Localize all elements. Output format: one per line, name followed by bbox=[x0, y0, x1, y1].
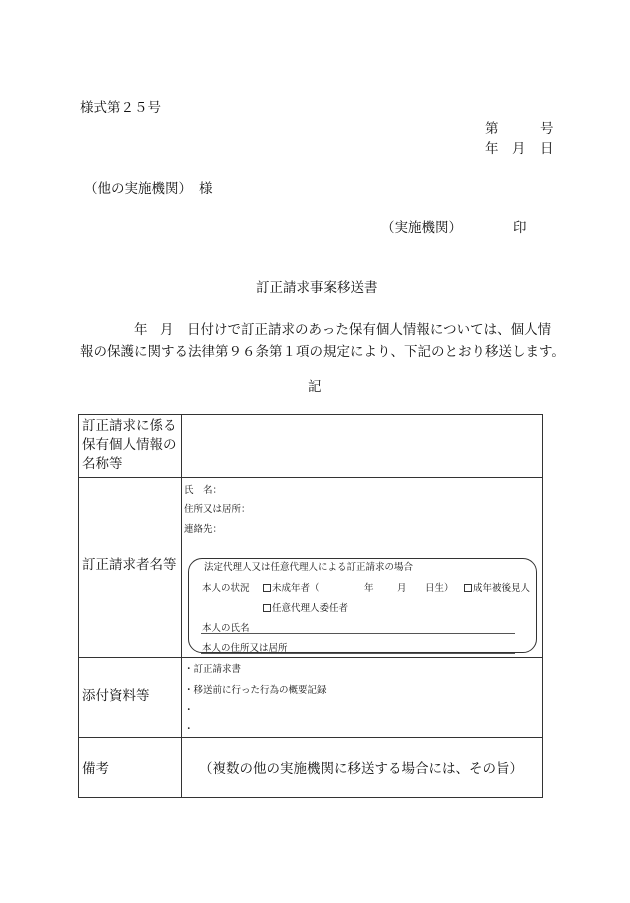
doc-date-year: 年 bbox=[485, 141, 499, 157]
person-name-line[interactable] bbox=[201, 633, 515, 634]
attachment-item: ・訂正請求書 bbox=[184, 664, 242, 675]
doc-number-dai: 第 bbox=[485, 121, 499, 137]
row2-label: 訂正請求者名等 bbox=[82, 557, 177, 573]
birth-month: 月 bbox=[397, 583, 407, 594]
transfer-table bbox=[78, 414, 543, 798]
doc-number-go: 号 bbox=[540, 121, 554, 137]
guardian-label: 成年被後見人 bbox=[473, 583, 531, 594]
checkbox-agent[interactable] bbox=[263, 604, 271, 612]
checkbox-minor[interactable] bbox=[263, 584, 271, 592]
minor-label: 未成年者（ bbox=[272, 583, 320, 594]
row-divider bbox=[79, 657, 542, 658]
document-title: 訂正請求事案移送書 bbox=[256, 280, 378, 296]
deputy-heading: 法定代理人又は任意代理人による訂正請求の場合 bbox=[202, 559, 415, 573]
row1-label bbox=[82, 417, 177, 474]
body-line2: 報の保護に関する法律第９６条第１項の規定により、下記のとおり移送します。 bbox=[80, 344, 565, 360]
row3-label: 添付資料等 bbox=[82, 688, 150, 704]
birth-day: 日生） bbox=[425, 583, 454, 594]
body-line1: 日付けで訂正請求のあった保有個人情報については、個人情 bbox=[187, 322, 552, 338]
attachment-item: ・ bbox=[184, 705, 194, 716]
doc-date-day: 日 bbox=[540, 141, 554, 157]
requester-contact-field: 連絡先： bbox=[184, 524, 223, 535]
requester-name-field: 氏 名： bbox=[184, 485, 223, 496]
body-month: 月 bbox=[160, 322, 174, 338]
column-divider bbox=[181, 415, 182, 797]
agent-label: 任意代理人委任者 bbox=[272, 603, 349, 614]
recipient-honorific: 様 bbox=[199, 181, 213, 197]
attachment-item: ・移送前に行った行為の概要記録 bbox=[184, 685, 327, 696]
checkbox-guardian[interactable] bbox=[464, 584, 472, 592]
row1-label-line: 訂正請求に係る bbox=[82, 418, 177, 434]
birth-year: 年 bbox=[364, 583, 374, 594]
guardian-option bbox=[464, 580, 530, 594]
ki-mark: 記 bbox=[308, 379, 322, 395]
row4-label: 備考 bbox=[82, 761, 109, 777]
attachment-item: ・ bbox=[184, 724, 194, 735]
row-divider bbox=[79, 737, 542, 738]
requester-address-field: 住所又は居所： bbox=[184, 504, 251, 515]
form-number: 様式第２５号 bbox=[80, 100, 161, 116]
status-label: 本人の状況 bbox=[202, 583, 250, 594]
remarks-note: （複数の他の実施機関に移送する場合には、その旨） bbox=[199, 761, 523, 777]
person-address-line[interactable] bbox=[201, 653, 515, 654]
row-divider bbox=[79, 477, 542, 478]
seal-mark: 印 bbox=[513, 220, 527, 236]
doc-date-month: 月 bbox=[512, 141, 526, 157]
body-year: 年 bbox=[134, 322, 148, 338]
row1-label-line: 保有個人情報の bbox=[82, 437, 177, 453]
minor-option bbox=[263, 580, 320, 594]
person-name-label: 本人の氏名 bbox=[202, 623, 250, 634]
row1-label-line: 名称等 bbox=[82, 456, 123, 472]
agent-option bbox=[263, 600, 348, 614]
sender-org: （実施機関） bbox=[381, 220, 462, 236]
recipient-org: （他の実施機関） bbox=[84, 181, 192, 197]
person-address-label: 本人の住所又は居所 bbox=[202, 643, 288, 654]
